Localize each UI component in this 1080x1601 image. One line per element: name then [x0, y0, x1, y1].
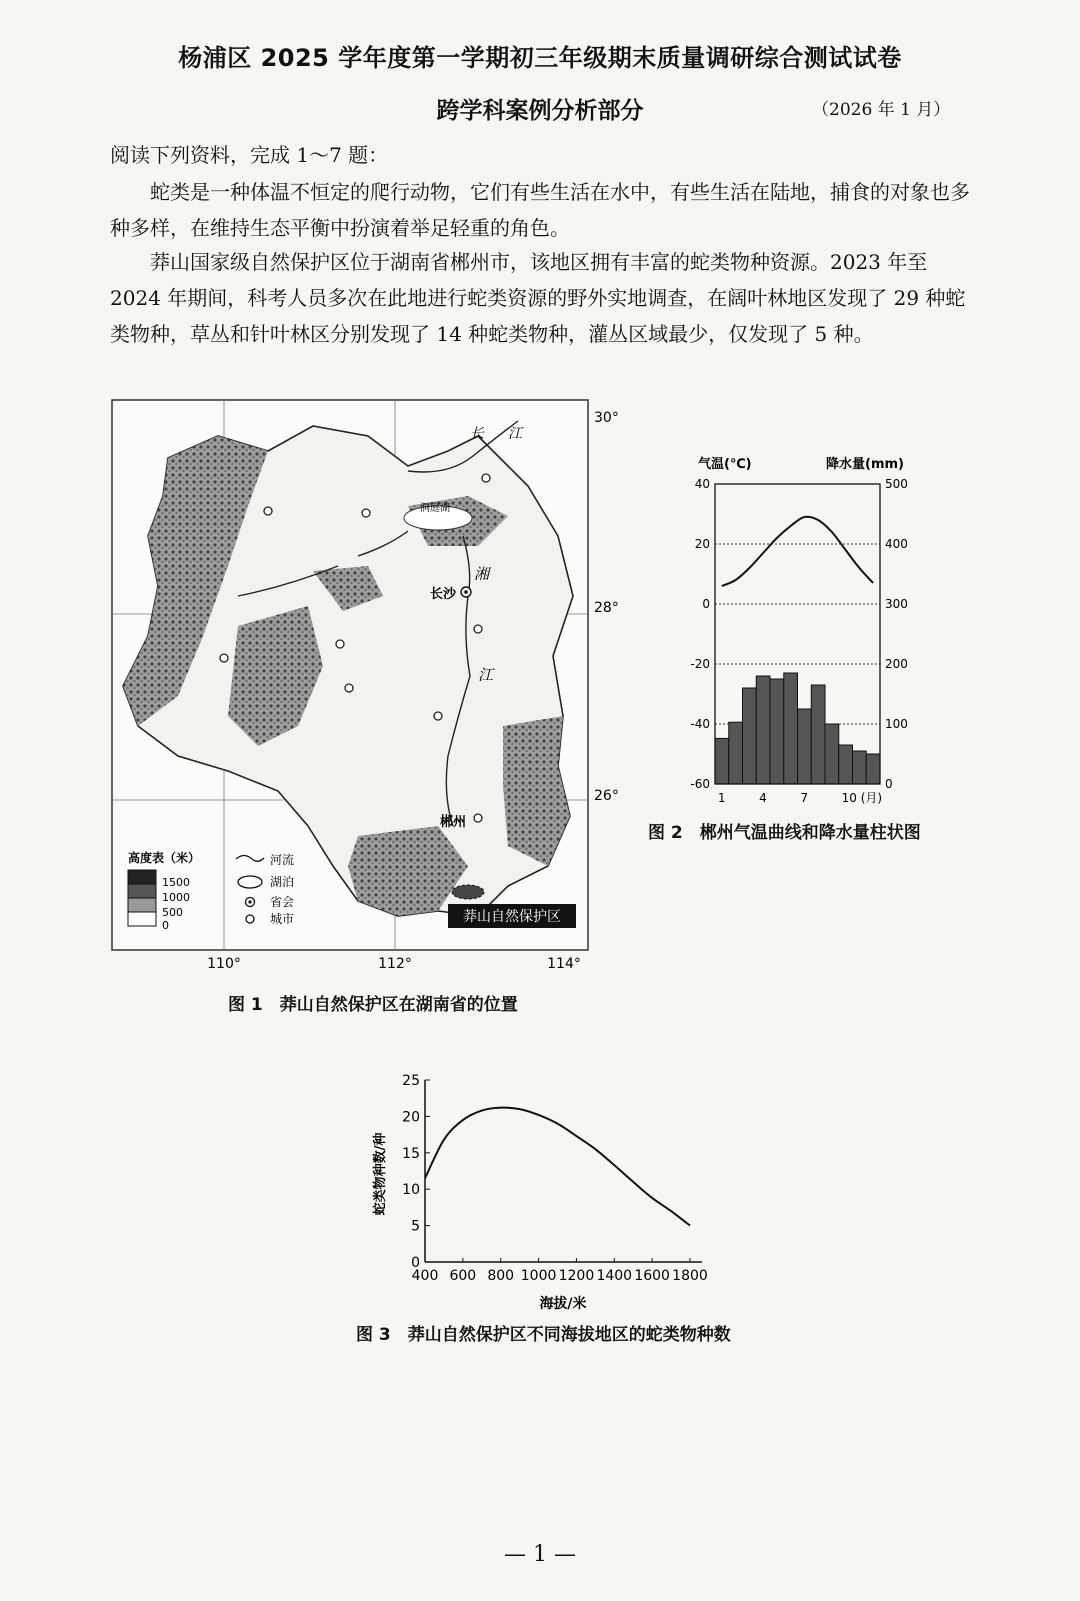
elevation-legend-title: 高度表（米） — [128, 851, 201, 865]
label-reserve: 莽山自然保护区 — [463, 909, 561, 925]
exam-date: （2026 年 1 月） — [812, 100, 951, 120]
altitude-species-chart — [370, 1068, 720, 1320]
month-tick-label: 7 — [800, 791, 809, 805]
precipitation-bar — [839, 745, 853, 784]
precip-axis-label: 降水量(mm) — [826, 457, 904, 472]
hunan-map-figure — [108, 396, 628, 976]
altitude-tick-label: 1000 — [520, 1268, 557, 1284]
altitude-tick-label: 600 — [449, 1268, 477, 1284]
climate-chart — [680, 452, 940, 812]
lat-label-30: 30° — [594, 410, 619, 426]
label-xiang-1: 湘 — [474, 565, 490, 583]
altitude-tick-label: 800 — [487, 1268, 515, 1284]
altitude-axis-label: 海拔/米 — [539, 1296, 587, 1312]
precipitation-bar — [825, 724, 839, 784]
temp-tick-label: 0 — [702, 597, 710, 611]
figure-2-caption: 图 2 郴州气温曲线和降水量柱状图 — [648, 823, 921, 843]
label-changjiang-2: 江 — [508, 426, 522, 442]
month-tick-label: 4 — [759, 791, 767, 805]
temp-axis-label: 气温(℃) — [698, 457, 752, 472]
species-tick-label: 5 — [411, 1218, 420, 1235]
precipitation-bar — [784, 673, 798, 784]
altitude-tick-label: 1600 — [634, 1268, 670, 1284]
paragraph-mangshan: 莽山国家级自然保护区位于湖南省郴州市，该地区拥有丰富的蛇类物种资源。2023 年至 2024 年期间，科考人员多次在此地进行蛇类资源的野外实地调查，在阔叶林地区发现了 29 种蛇类物种，草丛和针叶林区分别发现了 14 种蛇类物种，灌丛区域最少，仅发现了 5 种。 — [110, 250, 966, 346]
precipitation-bar — [866, 754, 880, 784]
month-tick-label: 10 (月) — [841, 791, 883, 805]
species-curve — [425, 1108, 690, 1226]
legend-river: 河流 — [270, 853, 295, 867]
species-tick-label: 25 — [402, 1073, 420, 1089]
precipitation-bar — [853, 751, 867, 784]
elevation-level-1500: 1500 — [162, 876, 190, 889]
label-chenzhou: 郴州 — [440, 815, 467, 830]
month-tick-label: 1 — [717, 791, 726, 805]
precipitation-bar — [770, 679, 784, 784]
species-tick-label: 10 — [402, 1182, 420, 1199]
lon-label-112: 112° — [378, 956, 412, 972]
precipitation-bar — [743, 688, 757, 784]
elevation-level-0: 0 — [162, 919, 169, 932]
species-tick-label: 20 — [402, 1109, 420, 1126]
temp-tick-label: 40 — [694, 477, 710, 491]
label-xiang-2: 江 — [478, 666, 494, 684]
precipitation-bar — [729, 722, 743, 784]
label-changsha: 长沙 — [430, 587, 457, 602]
figure-3-caption: 图 3 莽山自然保护区不同海拔地区的蛇类物种数 — [356, 1325, 731, 1345]
legend-city: 城市 — [270, 912, 295, 926]
lon-label-110: 110° — [207, 956, 241, 972]
altitude-tick-label: 1200 — [558, 1268, 595, 1284]
lon-label-114: 114° — [547, 956, 581, 972]
temperature-line — [722, 517, 873, 586]
altitude-tick-label: 1400 — [596, 1268, 633, 1284]
precip-tick-label: 300 — [885, 597, 908, 611]
precipitation-bar — [715, 738, 729, 784]
species-tick-label: 15 — [402, 1145, 420, 1162]
altitude-tick-label: 1800 — [672, 1268, 708, 1284]
precip-tick-label: 400 — [885, 537, 908, 551]
temp-tick-label: -20 — [690, 657, 710, 671]
instruction-text: 阅读下列资料，完成 1～7 题： — [110, 143, 389, 167]
figure-1-caption: 图 1 莽山自然保护区在湖南省的位置 — [228, 995, 518, 1015]
section-subtitle: 跨学科案例分析部分 — [436, 98, 644, 124]
precip-tick-label: 200 — [885, 657, 908, 671]
page-number: — 1 — — [504, 1542, 576, 1567]
precipitation-bar — [811, 685, 825, 784]
elevation-level-1000: 1000 — [162, 891, 190, 904]
precipitation-bar — [756, 676, 770, 784]
label-changjiang-1: 长 — [470, 426, 484, 442]
precip-tick-label: 500 — [885, 477, 908, 491]
paragraph-snakes: 蛇类是一种体温不恒定的爬行动物，它们有些生活在水中，有些生活在陆地，捕食的对象也多种多样，在维持生态平衡中扮演着举足轻重的角色。 — [110, 180, 970, 240]
elevation-level-500: 500 — [162, 906, 183, 919]
species-axis-label: 蛇类物种数/种 — [373, 1132, 388, 1216]
precip-tick-label: 0 — [885, 777, 893, 791]
lat-label-28: 28° — [594, 600, 619, 616]
temp-tick-label: 20 — [694, 537, 710, 551]
temp-tick-label: -60 — [690, 777, 710, 791]
altitude-tick-label: 400 — [411, 1268, 439, 1284]
page-title: 杨浦区 2025 学年度第一学期初三年级期末质量调研综合测试试卷 — [178, 44, 902, 72]
legend-capital: 省会 — [270, 895, 295, 909]
legend-lake: 湖泊 — [270, 875, 295, 889]
species-tick-label: 0 — [411, 1255, 420, 1271]
reserve-marker — [452, 885, 484, 899]
precip-tick-label: 100 — [885, 717, 908, 731]
temp-tick-label: -40 — [690, 717, 710, 731]
lat-label-26: 26° — [594, 788, 619, 804]
label-dongting-lake: 洞庭湖 — [420, 503, 450, 514]
precipitation-bar — [798, 709, 812, 784]
capital-marker — [461, 587, 471, 597]
